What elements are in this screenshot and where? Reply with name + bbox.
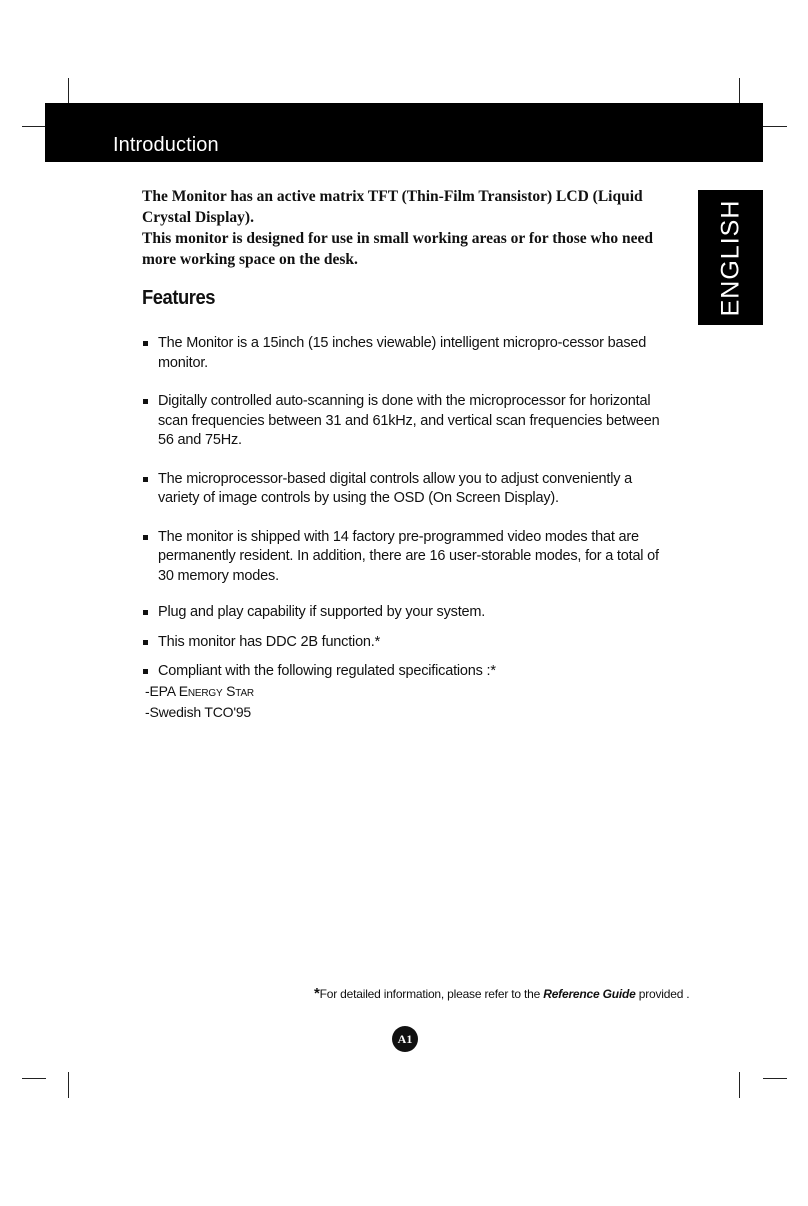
feature-item <box>142 662 667 721</box>
footnote-star: * <box>314 985 320 1002</box>
features-heading: Features <box>142 287 216 309</box>
feature-item <box>142 470 667 509</box>
feature-text: The microprocessor-based digital controls allow you to adjust conveniently a variety of image controls by using the OSD (On Screen Display). <box>158 470 633 506</box>
feature-text: This monitor has DDC 2B function.* <box>158 633 381 650</box>
reference-guide-label: Reference Guide <box>543 987 636 1001</box>
crop-mark-top-right <box>739 78 740 104</box>
feature-text: The monitor is shipped with 14 factory pre-programmed video modes that are permanently resident. In addition, there are 16 user-storable modes, for a total of 30 memory modes. <box>158 528 659 584</box>
intro-paragraph-1: The Monitor has an active matrix TFT (Thin-Film Transistor) LCD (Liquid Crystal Display). <box>142 188 643 226</box>
features-list <box>142 334 667 721</box>
feature-item <box>142 603 667 623</box>
footnote-prefix: For detailed information, please refer to the <box>319 987 544 1001</box>
intro-paragraph-2: This monitor is designed for use in small working areas or for those who need more working space on the desk. <box>142 230 653 268</box>
bullet-icon <box>143 477 148 482</box>
bullet-icon <box>143 535 148 540</box>
spec-item: -EPA ENERGY STAR <box>145 682 254 699</box>
feature-text: The Monitor is a 15inch (15 inches viewable) intelligent micropro-cessor based monitor. <box>158 335 647 371</box>
bullet-icon <box>143 341 148 346</box>
footnote <box>314 985 689 1002</box>
language-label: ENGLISH <box>716 199 744 316</box>
language-tab <box>698 190 763 325</box>
header-bar <box>45 103 763 162</box>
feature-text: Compliant with the following regulated specifications :* <box>158 663 496 679</box>
page-number: A1 <box>397 1031 413 1046</box>
bullet-icon <box>143 610 148 615</box>
section-title: Introduction <box>113 134 219 156</box>
feature-item <box>142 528 667 587</box>
bullet-icon <box>143 399 148 404</box>
crop-mark-bottom-right <box>739 1072 740 1098</box>
page-number-badge <box>392 1026 418 1052</box>
footnote-suffix: provided . <box>635 987 690 1001</box>
crop-mark-bottom-left <box>68 1072 69 1098</box>
bullet-icon <box>143 640 148 645</box>
spec-item: -Swedish TCO'95 <box>145 703 252 720</box>
feature-item <box>142 633 667 653</box>
crop-mark-top-left <box>68 78 69 104</box>
crop-mark-top-left-h <box>22 126 46 127</box>
crop-mark-bottom-left-h <box>22 1078 46 1079</box>
crop-mark-top-right-h <box>763 126 787 127</box>
feature-item <box>142 334 667 373</box>
feature-text: Plug and play capability if supported by your system. <box>158 604 486 620</box>
feature-item <box>142 392 667 451</box>
feature-text: Digitally controlled auto-scanning is done with the microprocessor for horizontal scan frequencies between 31 and 61kHz, and vertical scan frequencies between 56 and 75Hz. <box>158 393 660 448</box>
intro-text <box>142 186 672 270</box>
crop-mark-bottom-right-h <box>763 1078 787 1079</box>
bullet-icon <box>143 669 148 674</box>
